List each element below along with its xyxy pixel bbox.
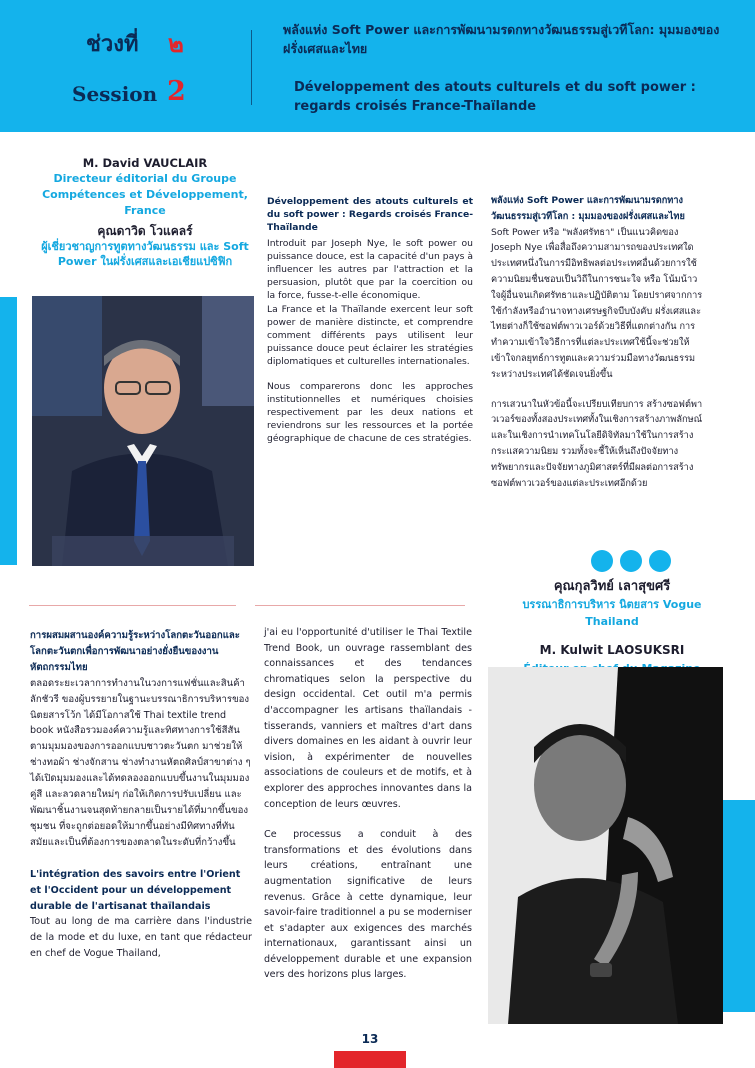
body-th-paragraph: ตลอดระยะเวลาการทำงานในวงการแฟชั่นและสินค้าลักชัวรี ของผู้บรรยายในฐานะบรรณาธิการบริหารของนิตยสารโว้ก ได้มีโอกาสใช้ Thai textile trend book หนังสือรวมองค์ความรู้และทิศทางการใช้สีสันตามมุมมองของการออกแบบชาวตะวันตก มาช่วยให้ช่างทอผ้า ช่างจักสาน ช่างทำงานหัตถศิลป์สาขาต่าง ๆ ได้เปิดมุมมองและได้ทดลองออกแบบขึ้นงานในมุมมอง คู่สี และลวดลายใหม่ๆ ก่อให้เกิดการปรับเปลี่ยน และพัฒนาชิ้นงานจนสุดท้ายกลายเป็นรายได้ที่มากขึ้นของชุมชน ที่จะถูกต่อยอดให้มากขึ้นอย่างมีทิศทางที่ทันสมัยและเป็นที่ต้องการของตลาดในระดับที่กว้างขึ้น — [30, 677, 251, 848]
speaker1-role-fr: Directeur éditorial du Groupe Compétences et Développement, France — [42, 172, 248, 217]
intro-fr-heading: Développement des atouts culturels et du soft power : Regards croisés France-Thaïlande — [267, 196, 474, 234]
speaker2-role-th: บรรณาธิการบริหาร นิตยสาร Vogue Thailand — [522, 598, 702, 628]
speaker2-name-fr: M. Kulwit LAOSUKSRI — [539, 643, 685, 657]
intro-th-paragraph: Soft Power หรือ "พลังศรัทธา" เป็นแนวคิดของ Joseph Nye เพื่อสื่อถึงความสามารถของประเทศใดประเทศหนึ่งในการมีอิทธิพลต่อประเทศอื่นด้วยการใช้ความนิยมชื่นชอบเป็นวิถีในการชนะใจ หรือ โน้มน้าวใจผู้อื่นจนเกิดศรัทธาและปฏิบัติตาม โดยปราศจากการใช้กำลังหรืออำนาจทางเศรษฐกิจบีบบังคับ ฝรั่งเศสและไทยต่างก็ใช้ซอฟต์พาวเวอร์ด้วยวิธีที่แตกต่างกัน การทำความเข้าใจวิธีการที่แต่ละประเทศใช้นี้จะช่วยให้เข้าใจกลยุทธ์การทูตและความร่วมมือทางวัฒนธรรมระหว่างประเทศได้ชัดเจนยิ่งขึ้น — [491, 226, 703, 380]
speaker1-role-th: ผู้เชี่ยวชาญการทูตทางวัฒนธรรม และ Soft Power ในฝรั่งเศสและเอเชียแปซิฟิก — [41, 240, 249, 268]
body-right-column — [264, 625, 472, 994]
right-accent-bar — [723, 800, 755, 1012]
speaker1-name-th: คุณดาวิด โวแคลร์ — [97, 224, 193, 238]
section-rule — [255, 605, 465, 606]
session-number-th: ๒ — [168, 29, 184, 58]
header-divider — [251, 30, 252, 105]
session-label-en: Session — [72, 82, 158, 106]
decorative-dots — [591, 550, 681, 572]
body-left-column — [30, 628, 252, 973]
intro-fr-column — [267, 195, 473, 457]
speaker1-name-fr: M. David VAUCLAIR — [82, 156, 208, 170]
page-footer-bar — [334, 1051, 406, 1068]
speaker1-portrait-photo — [32, 296, 254, 566]
intro-fr-paragraph: La France et la Thaïlande exercent leur soft power de manière distincte, et comprendre comment différents pays utilisent leur puissance douce peut éclairer les stratégies diplomatiques et culturelles internationales. — [267, 303, 473, 368]
intro-th-paragraph: การเสวนาในหัวข้อนี้จะเปรียบเทียบการ สร้างซอฟต์พาวเวอร์ของทั้งสองประเทศทั้งในเชิงการสร้างภาพลักษณ์และในเชิงการนำเทคโนโลยีดิจิทัลมาใช้ในการสร้างกระแสความนิยม รวมทั้งจะชี้ให้เห็นถึงปัจจัยทางทรัพยากรและปัจจัยทางภูมิศาสตร์ที่มีผลต่อการสร้างซอฟต์พาวเวอร์ของแต่ละประเทศอีกด้วย — [491, 398, 703, 489]
intro-th-heading: พลังแห่ง Soft Power และการพัฒนามรดกทางวัฒนธรรมสู่เวทีโลก : มุมมองของฝรั่งเศสและไทย — [491, 195, 685, 222]
body-th-heading: การผสมผสานองค์ความรู้ระหว่างโลกตะวันออกและโลกตะวันตกเพื่อการพัฒนาอย่างยั่งยืนของงานหัตถกรรมไทย — [30, 630, 240, 673]
portrait-photo-icon — [488, 667, 723, 1024]
session-title-fr: Développement des atouts culturels et du soft power : regards croisés France-Thaïlande — [294, 80, 696, 114]
portrait-photo-icon — [32, 296, 254, 566]
section-rule — [29, 605, 236, 606]
body-fr-paragraph: Ce processus a conduit à des transformations et des évolutions dans leurs créations, entraînant une augmentation significative de leurs revenus. Grâce à cette dynamique, leur savoir-faire traditionnel a pu se moderniser et s'adapter aux exigences des marchés internationaux, garantissant ainsi un développement durable et une expansion vers des horizons plus larges. — [264, 829, 472, 981]
dot-shape — [591, 550, 613, 572]
page-number: 13 — [361, 1032, 379, 1046]
dot-shape — [620, 550, 642, 572]
speaker2-name-th: คุณกุลวิทย์ เลาสุขศรี — [553, 579, 671, 594]
body-fr-heading: L'intégration des savoirs entre l'Orient et l'Occident pour un développement durable de l'artisanat thaïlandais — [30, 868, 241, 912]
intro-th-column — [491, 193, 707, 502]
session-title-th: พลังแห่ง Soft Power และการพัฒนามรดกทางวัฒนธรรมสู่เวทีโลก: มุมมองของฝรั่งเศสและไทย — [283, 22, 720, 56]
body-fr-paragraph: j'ai eu l'opportunité d'utiliser le Thai Textile Trend Book, un ouvrage rassemblant des connaissances et des tendances chromatiques selon la perspective du design occidental. Cet outil m'a permis d'accompagner les artisans thaïlandais - tisserands, vanniers et maîtres d'art dans divers domaines en les aidant à ouvrir leur vision, à expérimenter de nouvelles associations de couleurs et de motifs, et à explorer des approches innovantes dans la conception de leurs œuvres. — [264, 627, 472, 810]
session-label-th: ช่วงที่ — [86, 31, 139, 57]
body-fr-paragraph: Tout au long de ma carrière dans l'industrie de la mode et du luxe, en tant que rédacteur en chef de Vogue Thailand, — [30, 916, 252, 960]
speaker1-card — [28, 155, 262, 269]
intro-fr-paragraph: Nous comparerons donc les approches institutionnelles et numériques choisies respectivement par les deux nations et reviendrons sur les ressources et la portée géographique de chacune de ces stratégies. — [267, 380, 473, 445]
speaker2-portrait-photo — [488, 667, 723, 1024]
dot-shape — [649, 550, 671, 572]
session-number-en: 2 — [167, 76, 186, 107]
intro-fr-paragraph: Introduit par Joseph Nye, le soft power ou puissance douce, est la capacité d'un pays à influencer les autres par l'attraction et la persuasion, plutôt que par la coercition ou la force, fusse-t-elle économique. — [267, 237, 473, 302]
left-accent-bar — [0, 297, 17, 565]
